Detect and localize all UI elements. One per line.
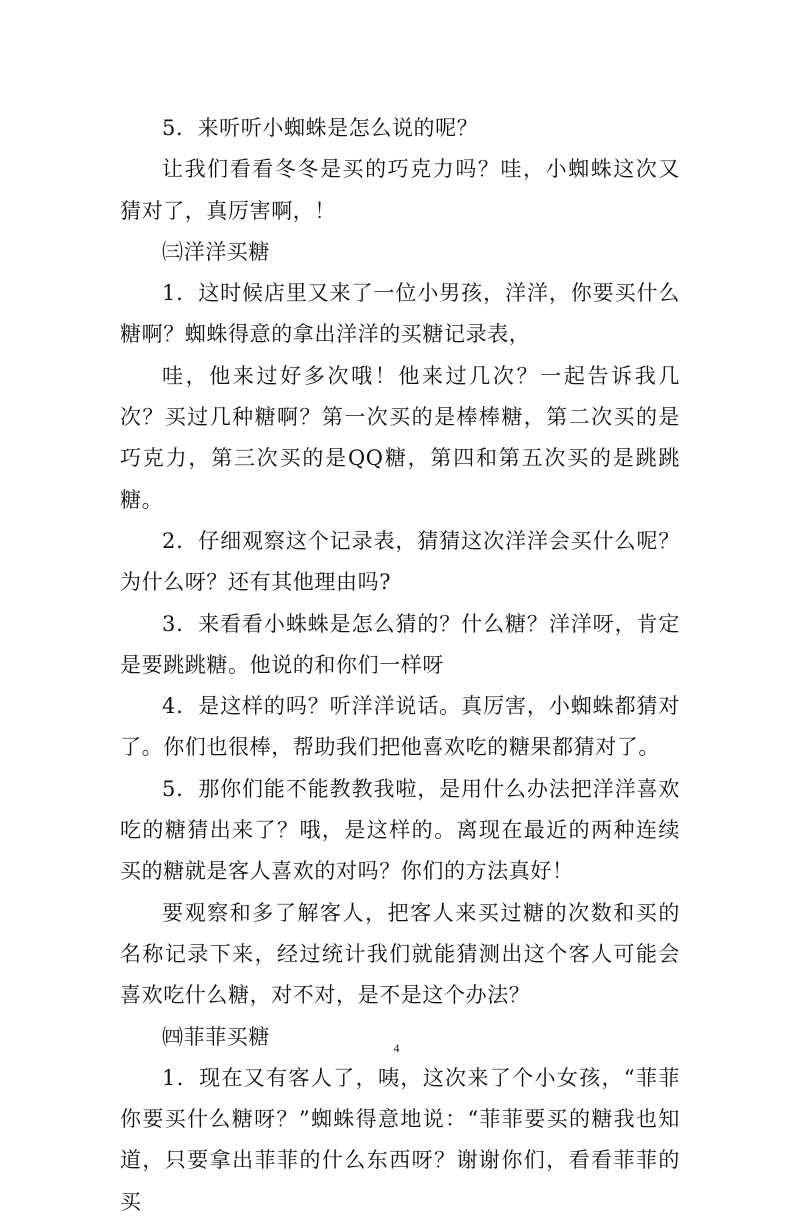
paragraph: 让我们看看冬冬是买的巧克力吗？哇，小蜘蛛这次又猜对了，真厉害啊，！ [120, 157, 680, 223]
section-heading: ㈣菲菲买糖 [162, 1024, 270, 1049]
paragraph: 5．来听听小蜘蛛是怎么说的呢？ [162, 116, 479, 140]
paragraph: 要观察和多了解客人，把客人来买过糖的次数和买的名称记录下来，经过统计我们就能猜测出这个客人可能会喜欢吃什么糖，对不对，是不是这个办法？ [120, 900, 680, 1008]
paragraph: 1．现在又有客人了，咦，这次来了个小女孩，“菲菲你要买什么糖呀？”蜘蛛得意地说：“菲菲要买的糖我也知道，只要拿出菲菲的什么东西呀？谢谢你们，看看菲菲的买 [120, 1065, 680, 1214]
paragraph: 3．来看看小蛛蛛是怎么猜的？什么糖？洋洋呀，肯定是要跳跳糖。他说的和你们一样呀 [120, 611, 680, 677]
paragraph: 2．仔细观察这个记录表，猜猜这次洋洋会买什么呢？为什么呀？还有其他理由吗? [120, 528, 680, 595]
paragraph: 4．是这样的吗？听洋洋说话。真厉害，小蜘蛛都猜对了。你们也很棒，帮助我们把他喜欢吃的糖果都猜对了。 [120, 694, 680, 760]
paragraph: 1．这时候店里又来了一位小男孩，洋洋，你要买什么糖啊？蜘蛛得意的拿出洋洋的买糖记录表， [120, 281, 680, 347]
paragraph: 哇，他来过好多次哦！他来过几次？一起告诉我几次？买过几种糖啊？第一次买的是棒棒糖，第二次买的是巧克力，第三次买的是QQ糖，第四和第五次买的是跳跳糖。 [120, 363, 680, 512]
page-body [120, 108, 680, 1223]
paragraph: 5．那你们能不能教教我啦，是用什么办法把洋洋喜欢吃的糖猜出来了？哦，是这样的。离现在最近的两种连续买的糖就是客人喜欢的对吗？你们的方法真好！ [120, 776, 680, 884]
section-heading: ㈢洋洋买糖 [162, 239, 270, 264]
page-number: 4 [393, 1041, 400, 1055]
